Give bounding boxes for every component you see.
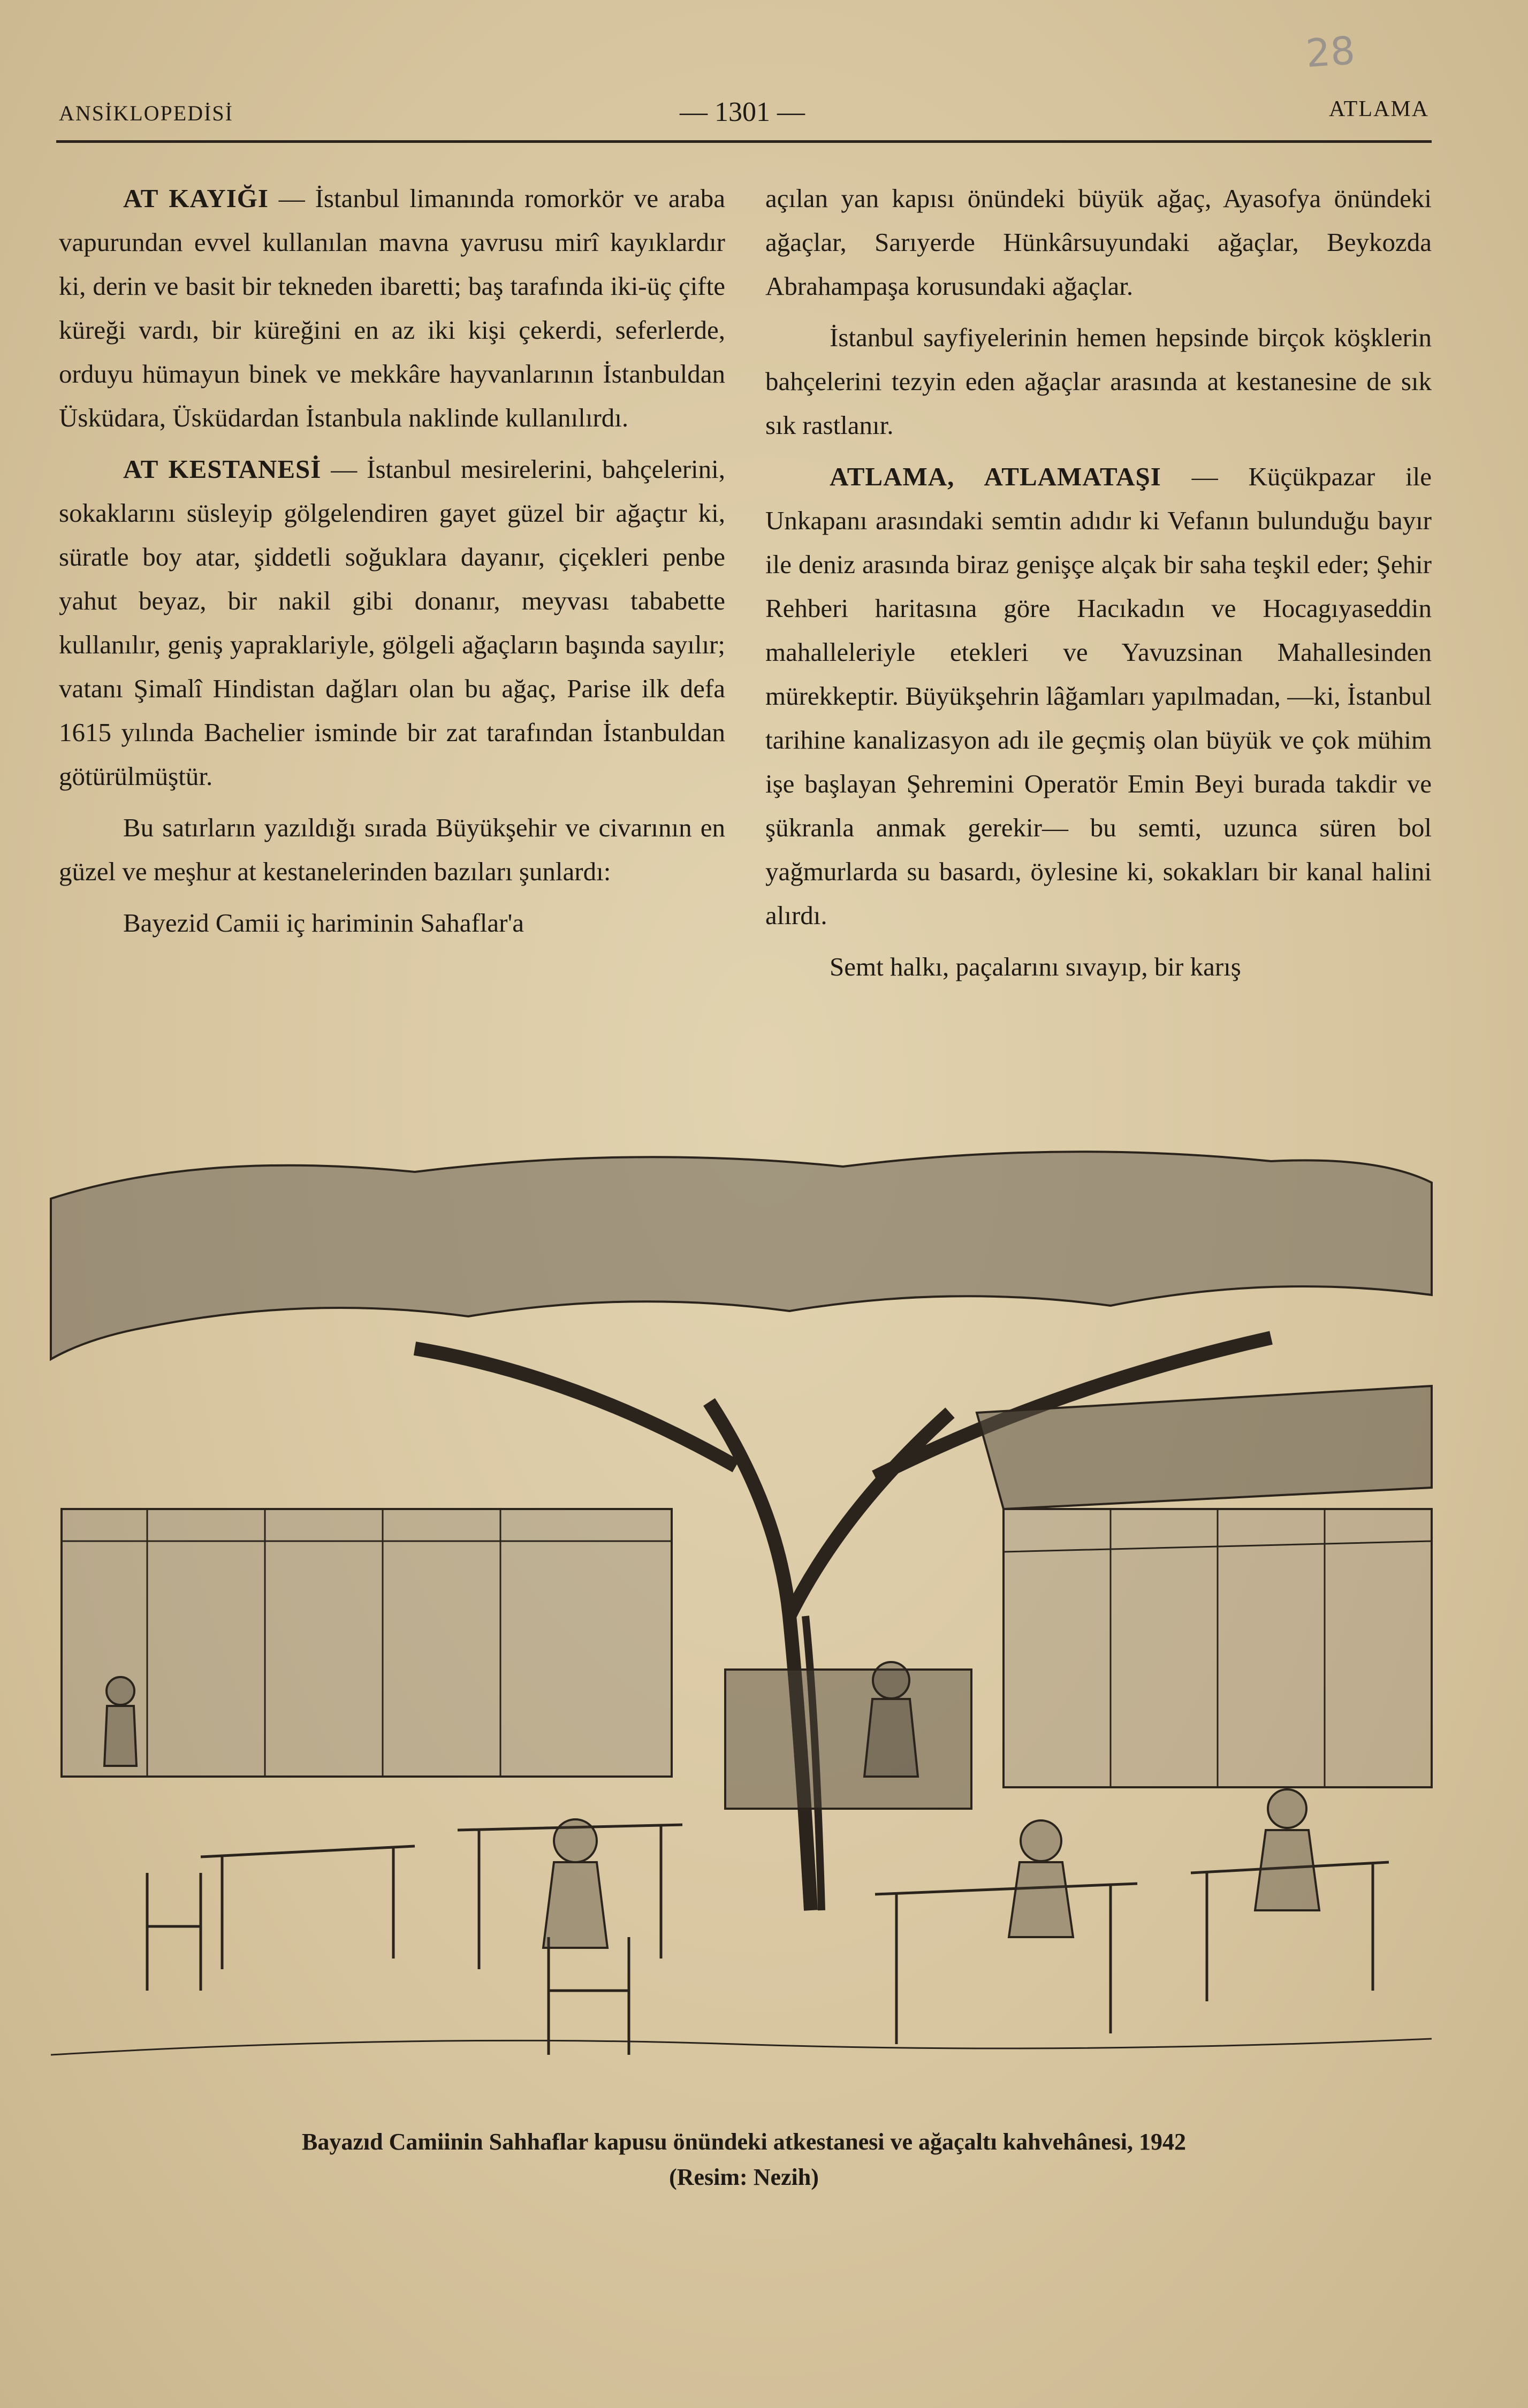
running-header: [59, 96, 1429, 134]
paragraph: açılan yan kapısı önündeki büyük ağaç, Ayasofya önündeki ağaçlar, Sarıyerde Hünkârsuyundaki ağaçlar, Beykozda Abrahampaşa korusundaki ağaçlar.: [765, 184, 1432, 301]
paragraph: Bayezid Camii iç hariminin Sahaflar'a: [123, 908, 524, 938]
entry-at-kestanesi: [59, 447, 725, 798]
right-column: [765, 177, 1432, 996]
entry-title: ATLAMA, ATLAMATAŞI: [830, 462, 1161, 491]
entry-body: — İstanbul limanında romorkör ve araba vapurundan evvel kullanılan mavna yavrusu mirî kayıklardır ki, derin ve basit bir tekneden ibaretti; baş tarafında iki-üç çifte küreği vardı, bir küreğini en az iki kişi çekerdi, seferlerde, orduyu hümayun binek ve mekkâre hayvanlarının İstanbuldan Üsküdara, Üsküdardan İstanbula naklinde kullanılırdı.: [59, 184, 725, 432]
pencil-page-mark: 28: [1304, 27, 1357, 77]
figure-caption: [182, 2124, 1306, 2195]
entry-at-kayigi: [59, 177, 725, 440]
tree-canopy: [51, 1152, 1432, 1359]
entry-title: AT KESTANESİ: [123, 454, 322, 484]
header-left-title: ANSİKLOPEDİSİ: [59, 101, 233, 125]
paragraph: İstanbul sayfiyelerinin hemen hepsinde birçok köşklerin bahçelerini tezyin eden ağaçlar arasında at kestanesine de sık sık rastlanır.: [765, 323, 1432, 440]
tables-and-chairs: [147, 1825, 1389, 2055]
coffeehouse-illustration: [40, 1134, 1442, 2087]
header-rule: [56, 140, 1432, 143]
stall: [725, 1670, 971, 1809]
ground: [51, 2039, 1432, 2055]
caption-credit: (Resim: Nezih): [669, 2164, 819, 2190]
header-right-title: ATLAMA: [1329, 97, 1429, 121]
entry-atlama: [765, 455, 1432, 938]
entry-title: AT KAYIĞI: [123, 184, 269, 213]
left-column: [59, 177, 725, 952]
caption-line: Bayazıd Camiinin Sahhaflar kapusu önündeki atkestanesi ve ağaçaltı kahvehânesi, 1942: [302, 2129, 1186, 2155]
entry-body: — İstanbul mesirelerini, bahçelerini, sokaklarını süsleyip gölgelendiren gayet güzel bir ağaçtır ki, süratle boy atar, şiddetli soğuklara dayanır, çiçekleri penbe yahut beyaz, bir nakil gibi donanır, meyvası tababette kullanılır, geniş yapraklariyle, gölgeli ağaçların başında sayılır; vatanı Şimalî Hindistan dağları olan bu ağaç, Parise ilk defa 1615 yılında Bachelier isminde bir zat tarafından İstanbuldan götürülmüştür.: [59, 454, 725, 791]
paragraph: Bu satırların yazıldığı sırada Büyükşehir ve civarının en güzel ve meşhur at kestanelerinden bazıları şunlardı:: [59, 813, 725, 886]
paragraph: Semt halkı, paçalarını sıvayıp, bir karış: [830, 952, 1241, 981]
entry-body: — Küçükpazar ile Unkapanı arasındaki semtin adıdır ki Vefanın bulunduğu bayır ile deniz arasında biraz genişçe alçak bir saha teşkil eder; Şehir Rehberi haritasına göre Hacıkadın ve Hocagıyaseddin mahalleleriyle etekleri ve Yavuzsinan Mahallesinden mürekkeptir. Büyükşehrin lâğamları yapılmadan, —ki, İstanbul tarihine kanalizasyon adı ile geçmiş olan büyük ve çok mühim işe başlayan Şehremini Operatör Emin Beyi burada takdir ve şükranla anmak gerekir— bu semti, uzunca süren bol yağmurlarda su basardı, öylesine ki, sokakları bir kanal halini alırdı.: [765, 462, 1432, 930]
left-building: [62, 1509, 672, 1777]
page-number: — 1301 —: [680, 97, 805, 127]
